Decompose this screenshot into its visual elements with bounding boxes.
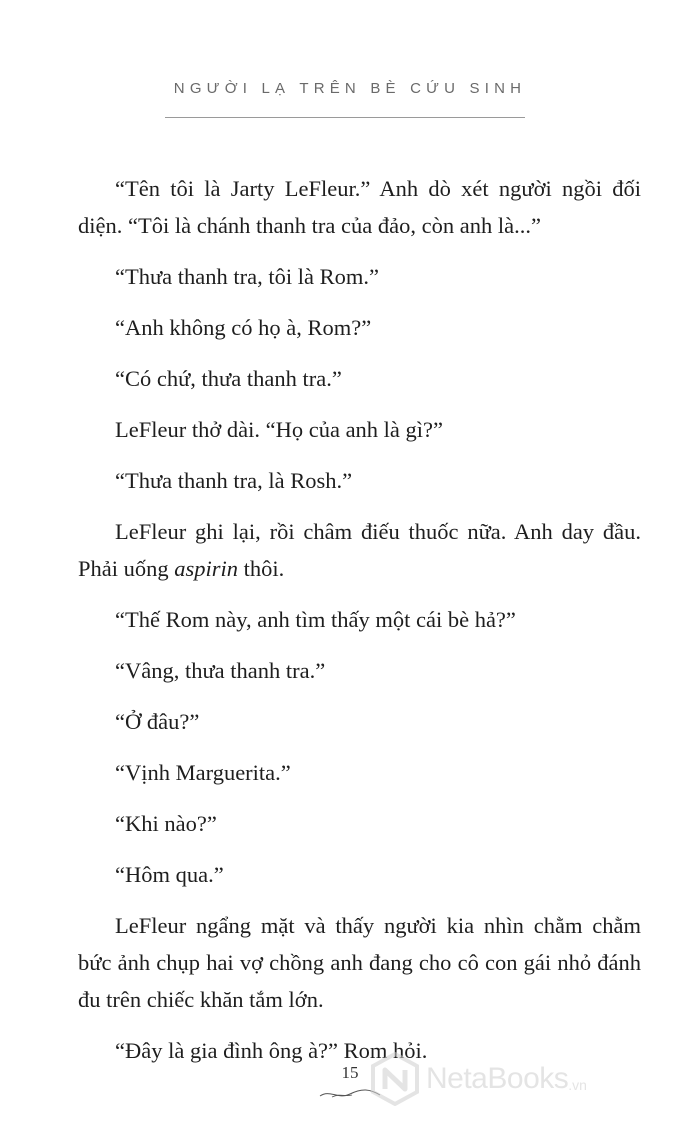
paragraph: “Đây là gia đình ông à?” Rom hỏi. xyxy=(115,1038,428,1063)
paragraph: “Thế Rom này, anh tìm thấy một cái bè hả?” xyxy=(115,607,516,632)
paragraph: “Ở đâu?” xyxy=(115,709,200,734)
netabooks-logo-icon xyxy=(368,1052,422,1106)
paragraph: LeFleur thở dài. “Họ của anh là gì?” xyxy=(115,417,444,442)
paragraph: “Có chứ, thưa thanh tra.” xyxy=(115,366,342,391)
italic-word: aspirin xyxy=(174,556,239,581)
paragraph xyxy=(78,513,641,587)
page-number: 15 xyxy=(341,1063,359,1082)
watermark-text: NetaBooks xyxy=(426,1062,569,1095)
paragraph: LeFleur ngẩng mặt và thấy người kia nhìn chằm chằm bức ảnh chụp hai vợ chồng anh đang cho cô con gái nhỏ đánh đu trên chiếc khăn tắm lớn. xyxy=(78,913,641,1012)
paragraph: “Khi nào?” xyxy=(115,811,217,836)
watermark xyxy=(368,1052,587,1106)
paragraph: “Anh không có họ à, Rom?” xyxy=(115,315,372,340)
body-text xyxy=(78,170,641,1069)
paragraph: “Hôm qua.” xyxy=(115,862,224,887)
paragraph: “Thưa thanh tra, tôi là Rom.” xyxy=(115,264,379,289)
paragraph: “Tên tôi là Jarty LeFleur.” Anh dò xét người ngồi đối diện. “Tôi là chánh thanh tra của đảo, còn anh là...” xyxy=(78,176,641,238)
paragraph: “Vịnh Marguerita.” xyxy=(115,760,291,785)
paragraph: “Vâng, thưa thanh tra.” xyxy=(115,658,326,683)
paragraph-text: LeFleur ghi lại, rồi châm điếu thuốc nữa. Anh day đầu. Phải uống xyxy=(78,519,641,581)
header-rule xyxy=(165,117,525,118)
running-head: NGƯỜI LẠ TRÊN BÈ CỨU SINH xyxy=(173,80,527,97)
watermark-suffix: .vn xyxy=(568,1077,587,1093)
paragraph-text: thôi. xyxy=(238,556,285,581)
paragraph: “Thưa thanh tra, là Rosh.” xyxy=(115,468,353,493)
